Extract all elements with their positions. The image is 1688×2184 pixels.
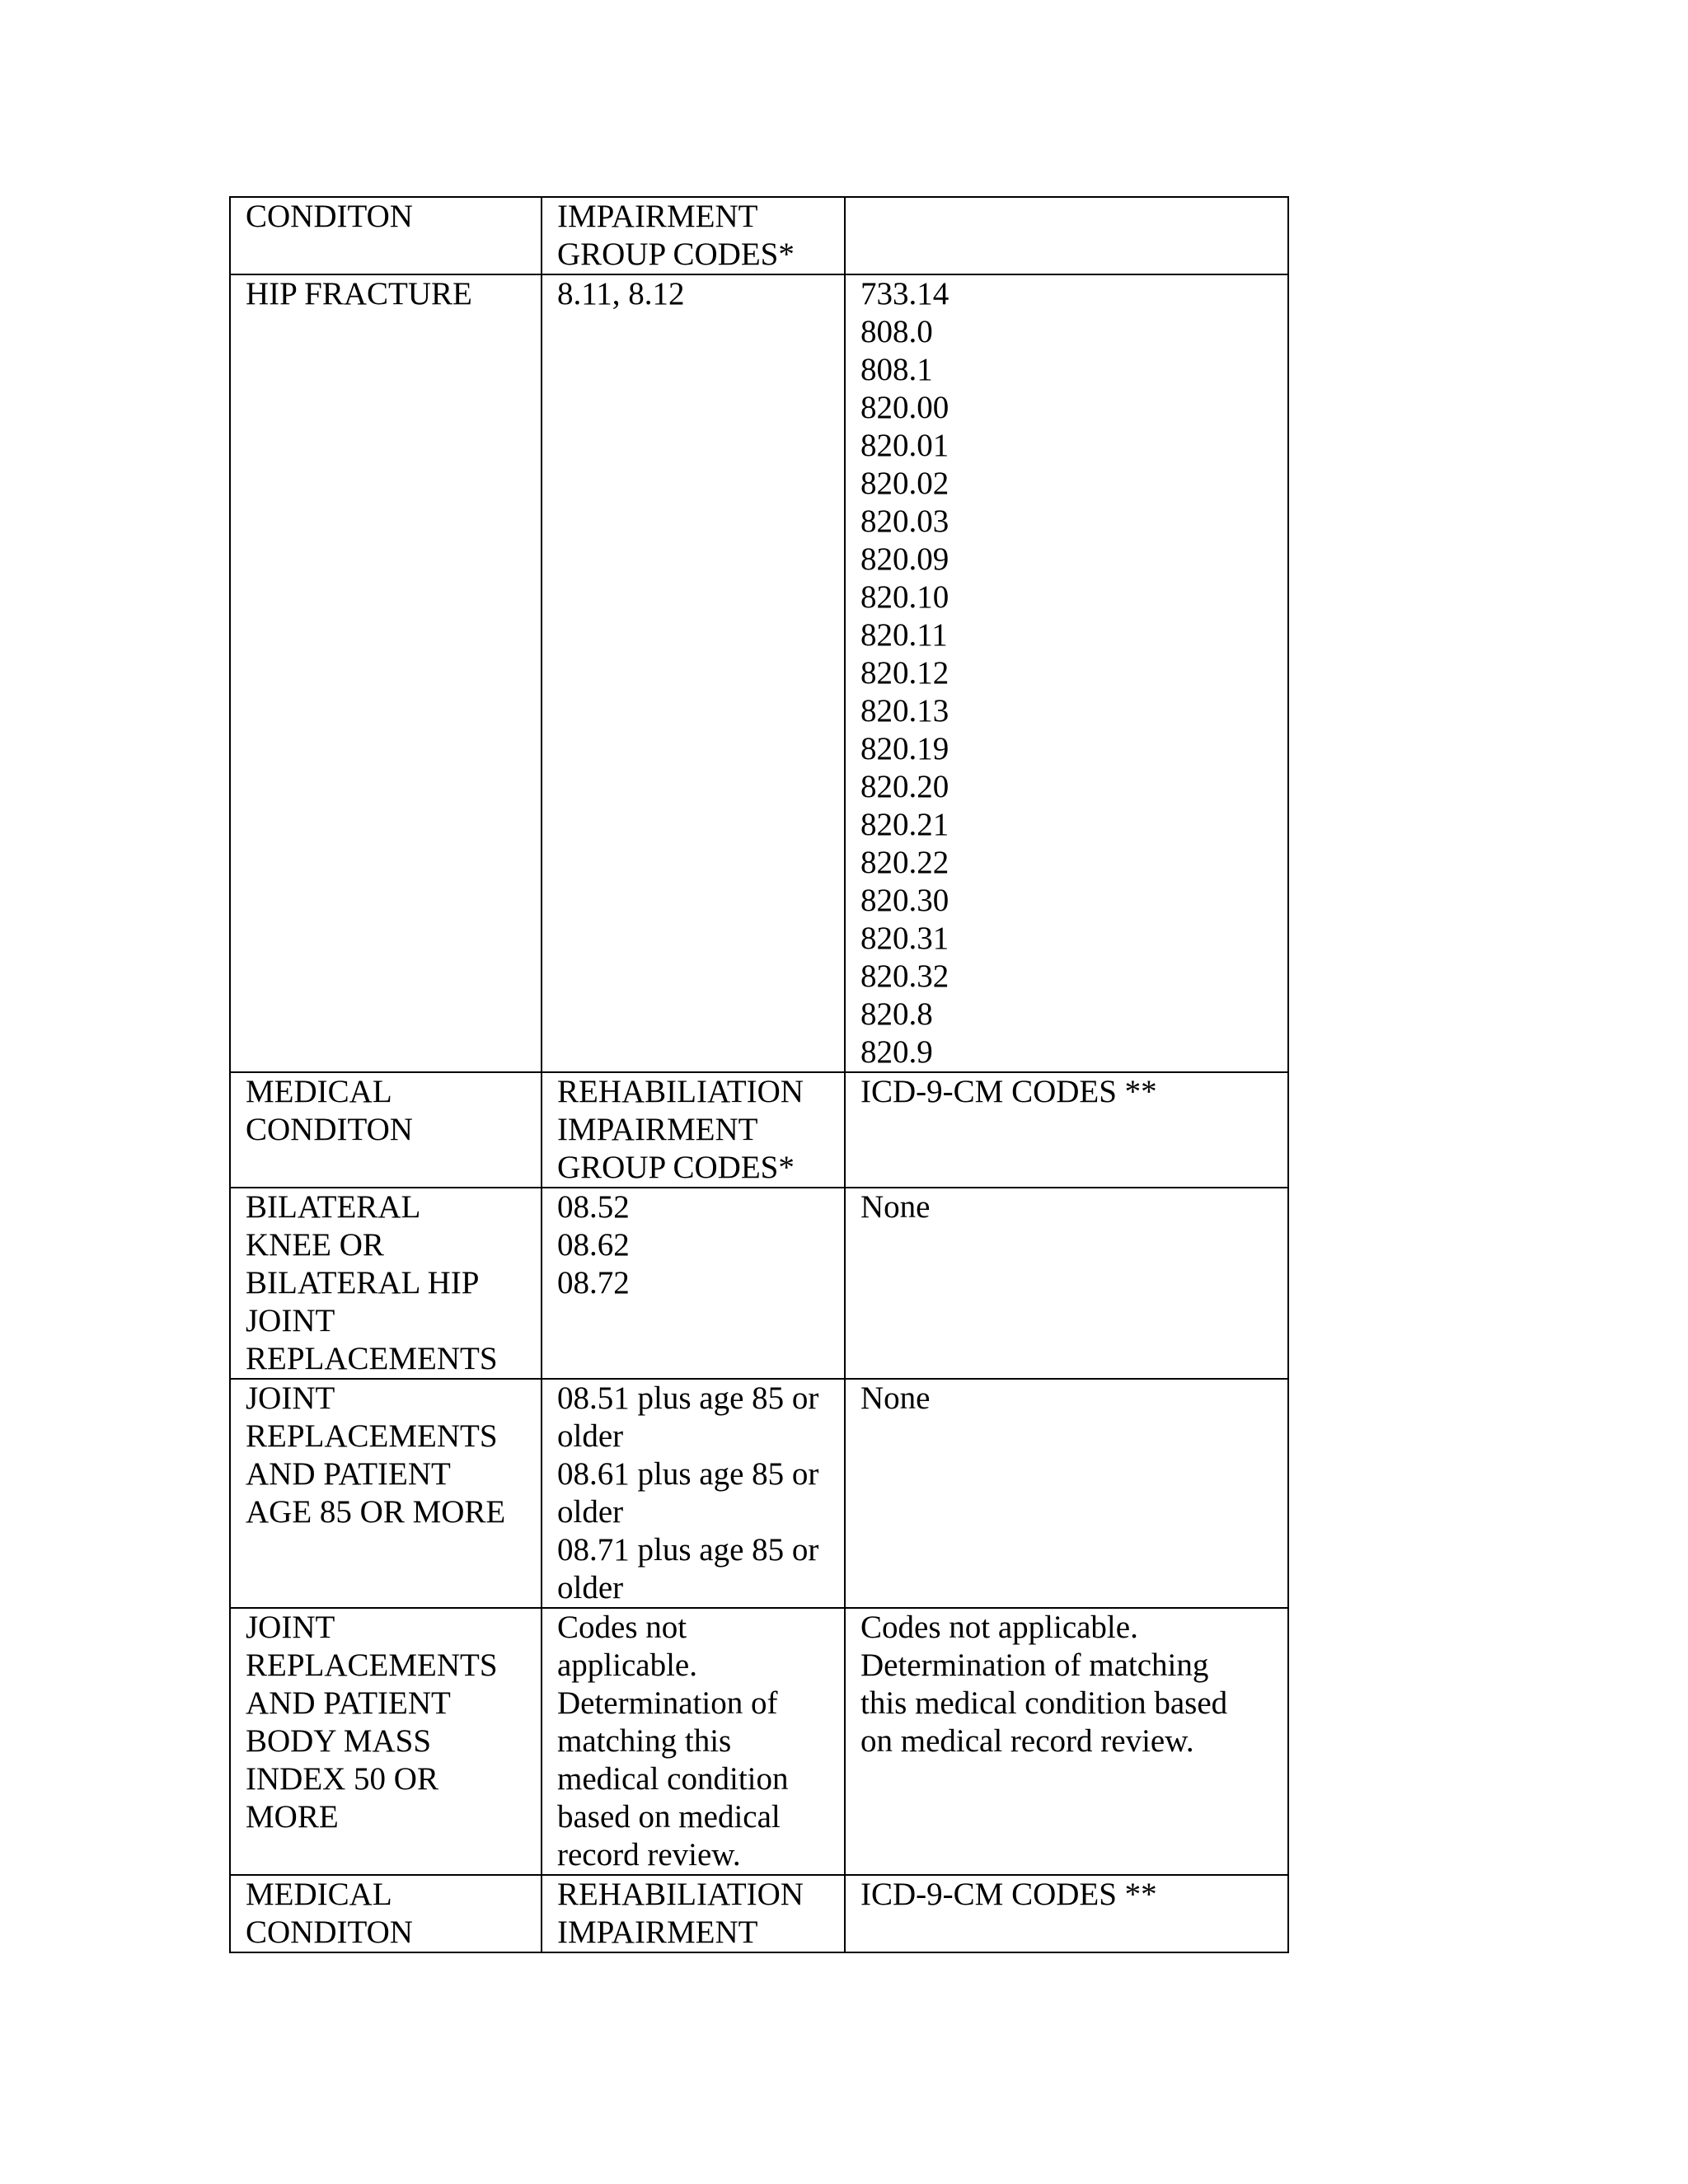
icd-codes-cell [845,197,1288,274]
table-row [230,1072,1288,1188]
condition-cell: JOINT REPLACEMENTS AND PATIENT BODY MASS INDEX 50 OR MORE [230,1608,542,1875]
icd-codes-cell: ICD-9-CM CODES ** [845,1875,1288,1952]
icd-codes-cell: None [845,1188,1288,1379]
group-codes-cell: IMPAIRMENT GROUP CODES* [542,197,845,274]
group-codes-cell: REHABILIATION IMPAIRMENT [542,1875,845,1952]
condition-cell: MEDICAL CONDITON [230,1875,542,1952]
condition-cell: CONDITON [230,197,542,274]
table-row [230,1188,1288,1379]
condition-cell: JOINT REPLACEMENTS AND PATIENT AGE 85 OR MORE [230,1379,542,1608]
group-codes-cell: REHABILIATION IMPAIRMENT GROUP CODES* [542,1072,845,1188]
table-row [230,1875,1288,1952]
condition-cell: BILATERAL KNEE OR BILATERAL HIP JOINT REPLACEMENTS [230,1188,542,1379]
table-row [230,1379,1288,1608]
icd-codes-cell: None [845,1379,1288,1608]
condition-cell: HIP FRACTURE [230,274,542,1072]
table-row [230,274,1288,1072]
group-codes-cell: 08.51 plus age 85 or older 08.61 plus age 85 or older 08.71 plus age 85 or older [542,1379,845,1608]
condition-cell: MEDICAL CONDITON [230,1072,542,1188]
icd-codes-cell: Codes not applicable. Determination of matching this medical condition based on medical record review. [845,1608,1288,1875]
table-row [230,197,1288,274]
group-codes-cell: 8.11, 8.12 [542,274,845,1072]
conditions-table [229,196,1289,1953]
group-codes-cell: Codes not applicable. Determination of matching this medical condition based on medical record review. [542,1608,845,1875]
group-codes-cell: 08.52 08.62 08.72 [542,1188,845,1379]
icd-codes-cell: 733.14 808.0 808.1 820.00 820.01 820.02 820.03 820.09 820.10 820.11 820.12 820.13 820.19 820.20 820.21 820.22 820.30 820.31 820.32 820.8 820.9 [845,274,1288,1072]
icd-codes-cell: ICD-9-CM CODES ** [845,1072,1288,1188]
table-row [230,1608,1288,1875]
